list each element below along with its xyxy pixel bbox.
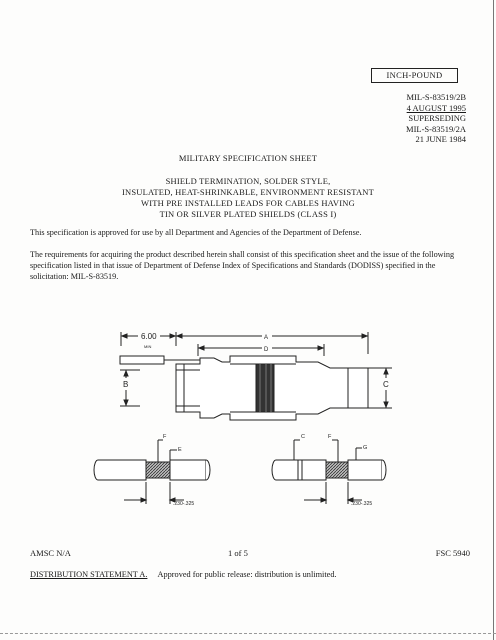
shield-termination-drawing xyxy=(0,320,496,430)
detail-g-label-right: G xyxy=(363,445,368,451)
superseding-label: SUPERSEDING xyxy=(408,113,466,123)
superseded-date: 21 JUNE 1984 xyxy=(415,134,466,144)
title-line-4: TIN OR SILVER PLATED SHIELDS (CLASS I) xyxy=(159,209,337,219)
fsc-label: FSC 5940 xyxy=(435,548,470,558)
detail-e-label-left: E xyxy=(178,447,182,453)
page-number: 1 of 5 xyxy=(228,548,248,558)
dim-c-label: C xyxy=(383,380,389,389)
detail-f-label-right: F xyxy=(328,434,332,440)
dim-b-label: B xyxy=(123,380,129,389)
dim-600-sub-label: MIN xyxy=(144,344,152,349)
title-line-3: WITH PRE INSTALLED LEADS FOR CABLES HAVING xyxy=(141,198,355,208)
detail-dim-left: .230-.325 xyxy=(173,501,195,507)
requirements-paragraph: The requirements for acquiring the product described herein shall consist of this specification sheet and the issue of the following specification listed in that issue of Department of Defense Index of Specifications and Standards (DODISS) specified in the solicitation: MIL-S-83519. xyxy=(30,250,455,281)
superseded-number: MIL-S-83519/2A xyxy=(406,123,466,134)
detail-c-label-right: C xyxy=(301,434,305,440)
approval-paragraph: This specification is approved for use by all Department and Agencies of the Department of Defense. xyxy=(30,228,362,237)
distribution-statement xyxy=(30,570,337,579)
distribution-text: Approved for public release: distribution is unlimited. xyxy=(157,570,337,579)
page-edge-bottom xyxy=(0,633,496,634)
distribution-label: DISTRIBUTION STATEMENT A. xyxy=(30,570,148,579)
inch-pound-box: INCH-POUND xyxy=(371,68,458,83)
title-line-2: INSULATED, HEAT-SHRINKABLE, ENVIRONMENT RESISTANT xyxy=(121,187,375,197)
document-identifier xyxy=(346,92,466,145)
dim-a-label: A xyxy=(264,335,269,341)
title-line-1: SHIELD TERMINATION, SOLDER STYLE, xyxy=(165,176,331,186)
detail-f-label-left: F xyxy=(163,434,167,440)
dim-600-label: 6.00 xyxy=(141,332,157,341)
amsc-label: AMSC N/A xyxy=(30,548,71,558)
detail-dim-right: .230-.325 xyxy=(351,501,373,507)
sheet-title: MILITARY SPECIFICATION SHEET xyxy=(178,153,318,163)
spec-date: 4 AUGUST 1995 xyxy=(406,102,466,113)
cable-detail-drawings xyxy=(0,420,496,530)
dim-d-label: D xyxy=(264,347,269,353)
spec-number: MIL-S-83519/2B xyxy=(406,92,466,102)
